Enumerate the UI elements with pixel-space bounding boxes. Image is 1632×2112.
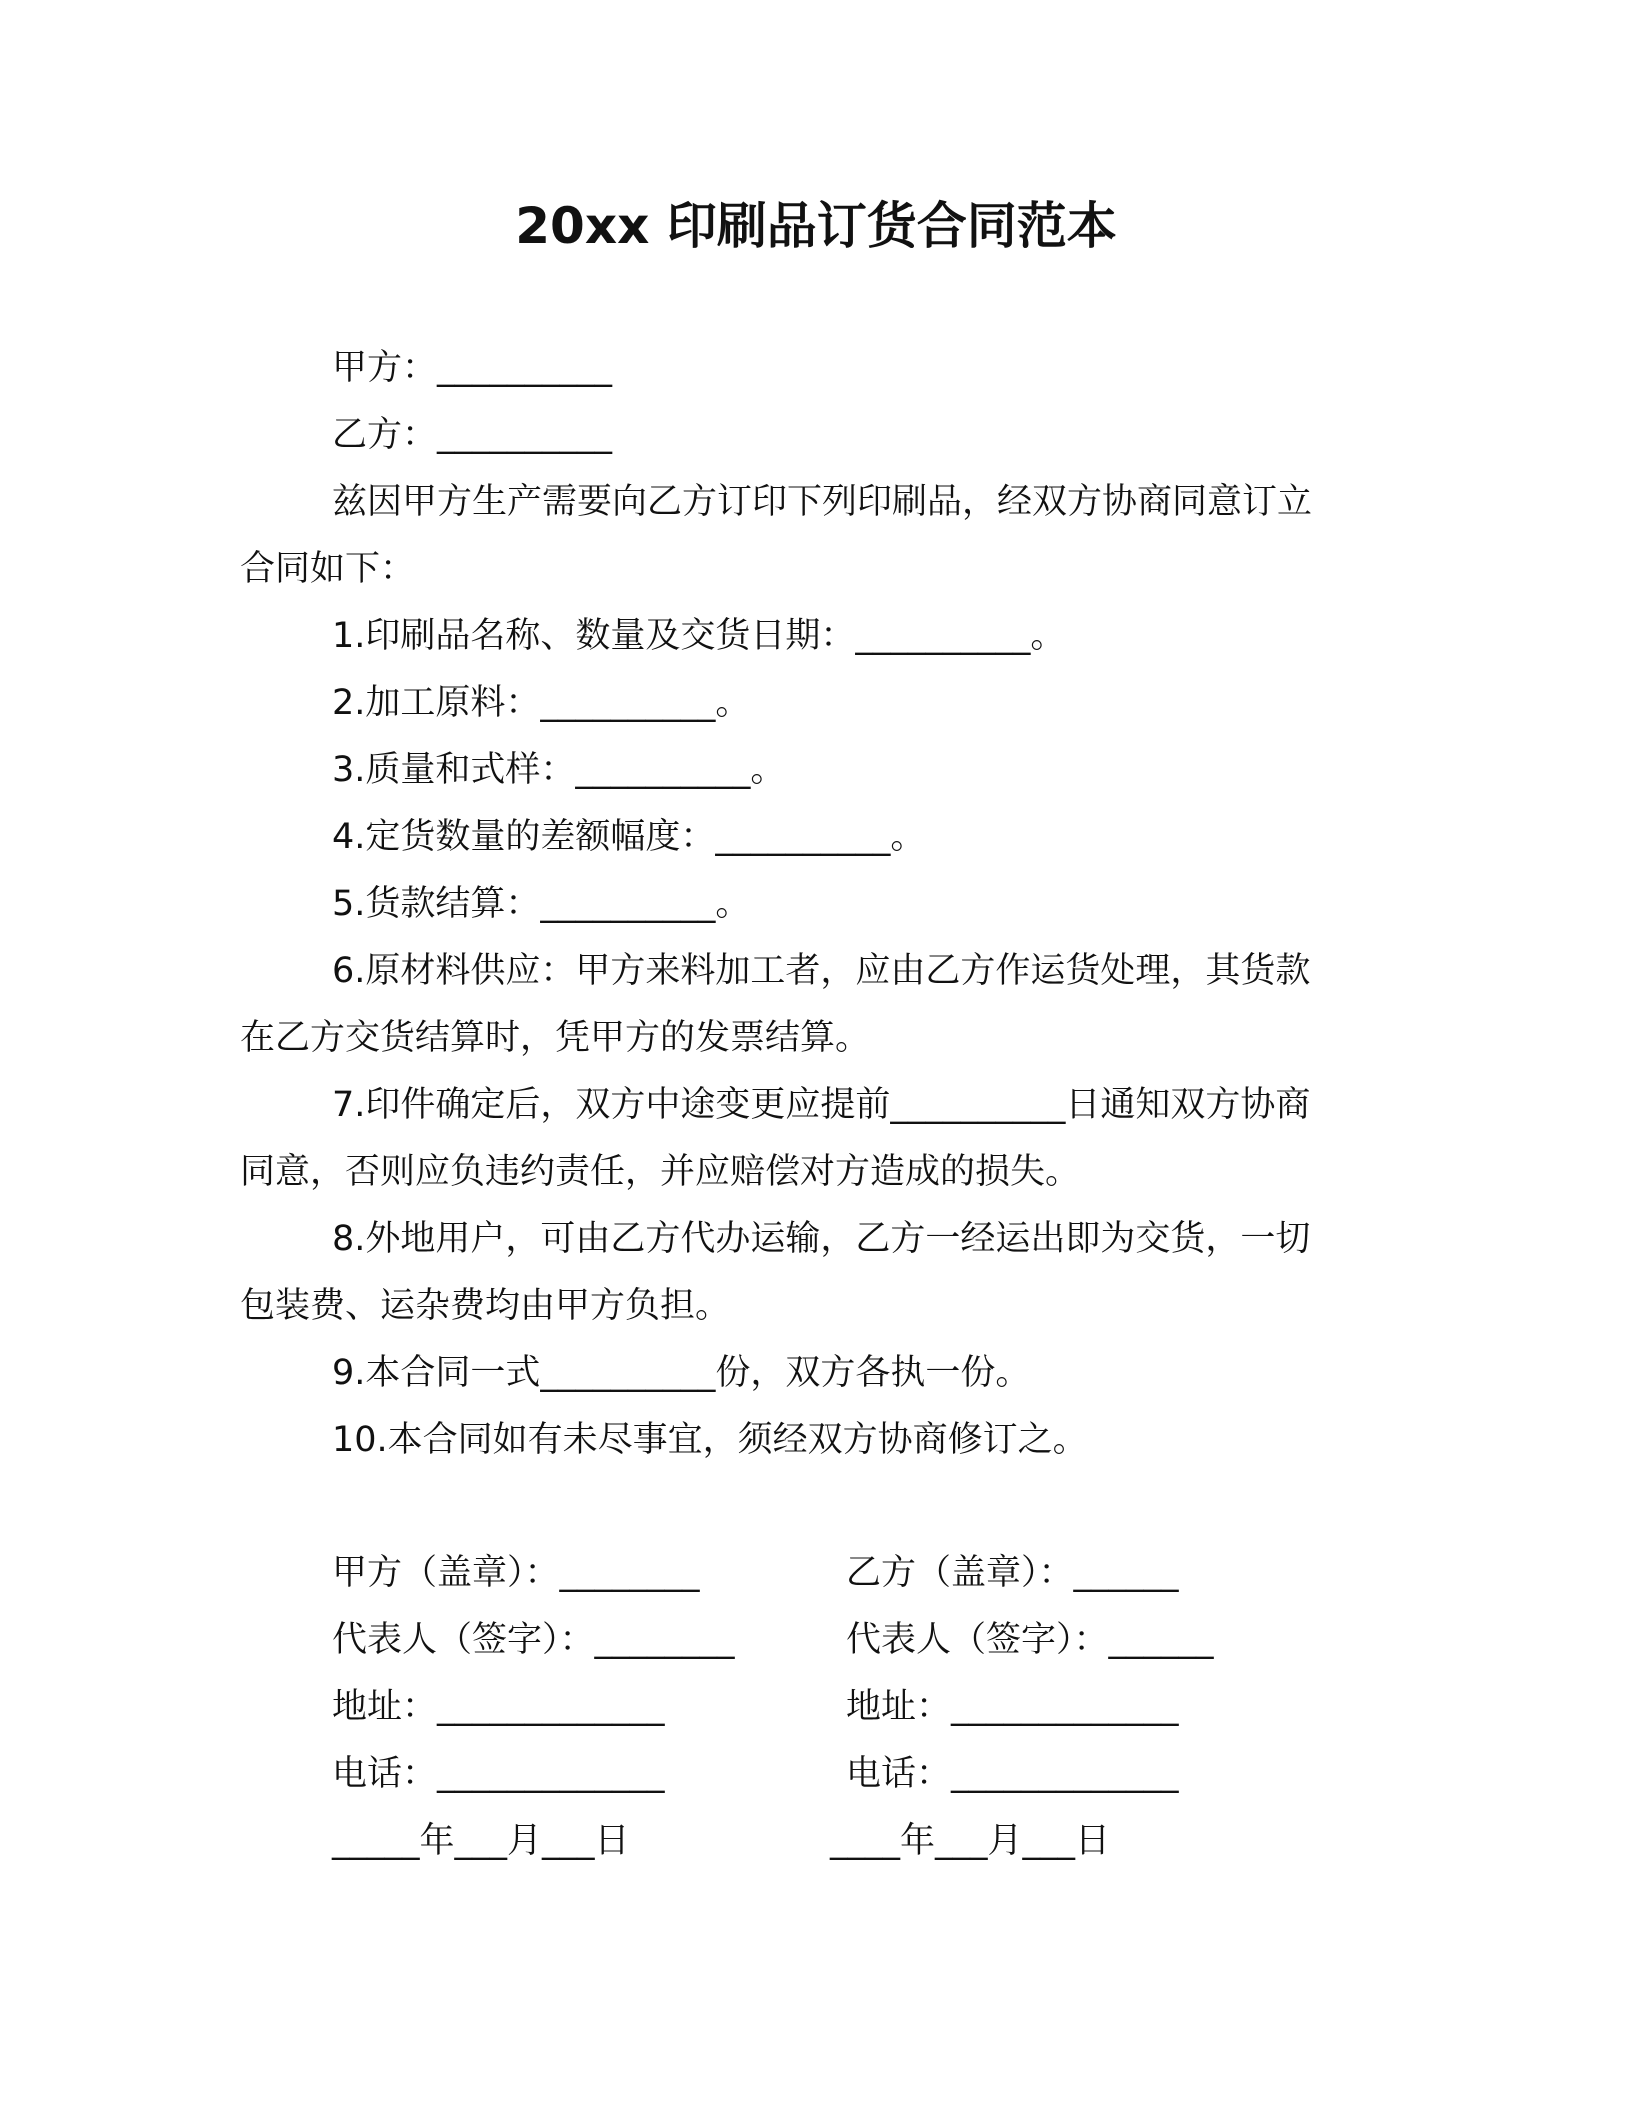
clause-1: 1.印刷品名称、数量及交货日期：__________。 xyxy=(332,616,1066,656)
clause-4: 4.定货数量的差额幅度：__________。 xyxy=(332,817,926,857)
party-a-date-field: _____年___月___日 xyxy=(332,1821,630,1861)
clause-7: 7.印件确定后，双方中途变更应提前__________日通知双方协商 xyxy=(332,1085,1311,1125)
party-a-representative-field: 代表人（签字）：________ xyxy=(332,1620,735,1660)
clause-10: 10.本合同如有未尽事宜，须经双方协商修订之。 xyxy=(332,1420,1088,1460)
document-title: 20xx 印刷品订货合同范本 xyxy=(515,197,1117,255)
party-b-date-field: ____年___月___日 xyxy=(830,1821,1111,1861)
clause-6-continuation: 在乙方交货结算时，凭甲方的发票结算。 xyxy=(240,1018,871,1058)
party-b-seal-field: 乙方（盖章）：______ xyxy=(846,1553,1179,1593)
intro-paragraph-continuation: 合同如下： xyxy=(240,549,416,589)
party-a-address-field: 地址：_____________ xyxy=(332,1687,665,1727)
clause-2: 2.加工原料：__________。 xyxy=(332,683,751,723)
party-b-representative-field: 代表人（签字）：______ xyxy=(846,1620,1214,1660)
clause-3: 3.质量和式样：__________。 xyxy=(332,750,786,790)
clause-5: 5.货款结算：__________。 xyxy=(332,884,751,924)
party-a-phone-field: 电话：_____________ xyxy=(332,1754,665,1794)
party-b-phone-field: 电话：_____________ xyxy=(846,1754,1179,1794)
party-a-seal-field: 甲方（盖章）：________ xyxy=(332,1553,700,1593)
party-b-address-field: 地址：_____________ xyxy=(846,1687,1179,1727)
clause-8: 8.外地用户，可由乙方代办运输，乙方一经运出即为交货，一切 xyxy=(332,1219,1311,1259)
clause-9: 9.本合同一式__________份，双方各执一份。 xyxy=(332,1353,1031,1393)
party-b-field: 乙方：__________ xyxy=(332,415,613,455)
party-a-field: 甲方：__________ xyxy=(332,348,613,388)
clause-7-continuation: 同意，否则应负违约责任，并应赔偿对方造成的损失。 xyxy=(240,1152,1081,1192)
clause-8-continuation: 包装费、运杂费均由甲方负担。 xyxy=(240,1286,731,1326)
intro-paragraph-line: 兹因甲方生产需要向乙方订印下列印刷品，经双方协商同意订立 xyxy=(332,482,1313,522)
clause-6: 6.原材料供应：甲方来料加工者，应由乙方作运货处理，其货款 xyxy=(332,951,1311,991)
